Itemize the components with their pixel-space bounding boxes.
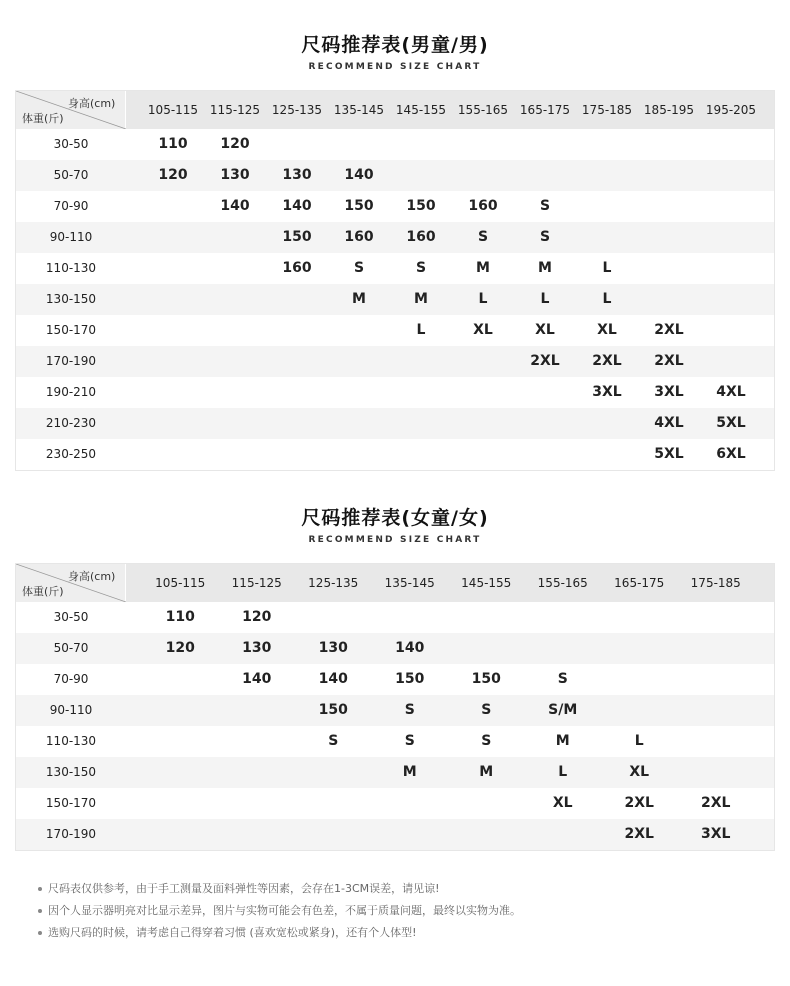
bullet-icon [38,887,42,891]
size-cell: L [416,322,426,338]
size-cell: 5XL [716,415,746,431]
size-cell: 140 [395,640,425,656]
height-label: 身高(cm) [68,570,116,583]
size-cell: L [558,764,568,780]
table-row [16,284,774,315]
size-cell: M [402,764,417,780]
height-header-cell: 155-165 [537,576,588,590]
table-row [16,602,774,633]
height-header-cell: 195-205 [705,103,757,117]
height-header-cell: 125-135 [271,103,323,117]
table-row [16,408,774,439]
bullet-icon [38,909,42,913]
height-header-cell: 145-155 [395,103,447,117]
height-header-cell: 105-115 [155,576,206,590]
table-row [16,439,774,470]
weight-cell: 70-90 [53,672,89,686]
height-header-cell: 115-125 [209,103,261,117]
table-row [16,695,774,726]
weight-cell: 210-230 [45,416,97,430]
boys-section [0,33,790,73]
table-row [16,315,774,346]
size-cell: 2XL [624,795,654,811]
weight-cell: 30-50 [53,137,89,151]
boys-corner-cell [16,91,126,129]
weight-cell: 110-130 [45,734,97,748]
height-header-cell: 165-175 [519,103,571,117]
girls-section [0,506,790,546]
size-cell: 120 [158,167,188,183]
size-cell: 110 [165,609,195,625]
size-cell: S [539,229,551,245]
size-cell: S [481,733,492,749]
size-cell: S/M [548,702,578,718]
size-cell: 5XL [654,446,684,462]
size-cell: M [414,291,428,307]
size-cell: 160 [468,198,498,214]
note-text: 选购尺码的时候，请考虑自己得穿着习惯 (喜欢宽松或紧身)，还有个人体型! [48,926,417,939]
height-header-cell: 105-115 [147,103,199,117]
size-cell: 140 [344,167,374,183]
boys-header-row [16,91,774,129]
size-cell: 130 [242,640,272,656]
size-cell: 120 [220,136,250,152]
size-cell: 120 [165,640,195,656]
weight-cell: 90-110 [49,230,93,244]
height-header-cell: 135-145 [384,576,435,590]
size-cell: 140 [318,671,348,687]
size-cell: S [477,229,489,245]
size-cell: 130 [220,167,250,183]
note-text: 因个人显示器明亮对比显示差异，图片与实物可能会有色差，不属于质量问题，最终以实物为准。 [48,904,521,917]
size-cell: XL [552,795,573,811]
height-header-cell: 125-135 [308,576,359,590]
table-row [16,633,774,664]
size-cell: S [353,260,365,276]
table-row [16,819,774,850]
size-cell: 160 [344,229,374,245]
table-row [16,346,774,377]
note-item [38,922,758,944]
size-cell: 150 [471,671,501,687]
size-cell: 150 [318,702,348,718]
weight-cell: 110-130 [45,261,97,275]
size-cell: L [634,733,644,749]
size-cell: S [415,260,427,276]
size-cell: 150 [395,671,425,687]
size-cell: 2XL [654,322,684,338]
table-row [16,222,774,253]
size-cell: S [404,702,415,718]
size-cell: 2XL [592,353,622,369]
size-cell: M [479,764,494,780]
height-header-cell: 175-185 [581,103,633,117]
height-header-cell: 115-125 [231,576,282,590]
size-cell: 150 [406,198,436,214]
weight-cell: 230-250 [45,447,97,461]
table-row [16,788,774,819]
boys-title: 尺码推荐表(男童/男) [301,34,489,56]
weight-label: 体重(斤) [22,585,64,598]
size-cell: 3XL [701,826,731,842]
size-cell: S [404,733,415,749]
size-cell: 2XL [624,826,654,842]
weight-cell: 50-70 [53,641,89,655]
table-row [16,191,774,222]
table-row [16,129,774,160]
size-cell: 140 [220,198,250,214]
size-cell: 4XL [654,415,684,431]
height-header-cell: 175-185 [690,576,741,590]
size-cell: 160 [406,229,436,245]
size-cell: XL [473,322,493,338]
size-cell: L [478,291,488,307]
table-row [16,757,774,788]
size-cell: M [555,733,570,749]
size-cell: 110 [158,136,188,152]
size-cell: L [602,260,612,276]
weight-cell: 130-150 [45,292,97,306]
size-cell: S [328,733,339,749]
size-cell: 120 [242,609,272,625]
boys-size-table [15,90,775,471]
size-cell: 3XL [654,384,684,400]
weight-cell: 70-90 [53,199,89,213]
note-item [38,900,758,922]
size-cell: 140 [242,671,272,687]
size-cell: 2XL [701,795,731,811]
table-row [16,253,774,284]
size-cell: 4XL [716,384,746,400]
size-cell: 140 [282,198,312,214]
girls-title: 尺码推荐表(女童/女) [301,507,489,529]
height-label: 身高(cm) [68,97,116,110]
size-cell: 6XL [716,446,746,462]
bullet-icon [38,931,42,935]
size-cell: S [481,702,492,718]
size-cell: 2XL [654,353,684,369]
weight-cell: 90-110 [49,703,93,717]
note-text: 尺码表仅供参考，由于手工测量及面料弹性等因素，会存在1-3CM误差，请见谅! [48,882,440,895]
table-row [16,664,774,695]
table-row [16,726,774,757]
girls-header-row [16,564,774,602]
size-cell: 130 [318,640,348,656]
height-header-cell: 165-175 [614,576,665,590]
size-cell: M [538,260,552,276]
table-row [16,160,774,191]
height-header-cell: 185-195 [643,103,695,117]
size-cell: S [539,198,551,214]
size-cell: S [557,671,568,687]
table-row [16,377,774,408]
girls-subtitle: RECOMMEND SIZE CHART [308,535,482,545]
size-cell: XL [597,322,617,338]
size-cell: L [540,291,550,307]
girls-size-table [15,563,775,851]
size-cell: 150 [282,229,312,245]
boys-subtitle: RECOMMEND SIZE CHART [308,62,482,72]
size-cell: 160 [282,260,312,276]
size-cell: XL [629,764,650,780]
height-header-cell: 155-165 [457,103,509,117]
weight-label: 体重(斤) [22,112,64,125]
weight-cell: 130-150 [45,765,97,779]
size-cell: 150 [344,198,374,214]
size-cell: L [602,291,612,307]
size-cell: 2XL [530,353,560,369]
weight-cell: 150-170 [45,796,97,810]
notes-list [38,878,758,944]
size-cell: 130 [282,167,312,183]
size-cell: M [476,260,490,276]
weight-cell: 170-190 [45,827,97,841]
weight-cell: 30-50 [53,610,89,624]
height-header-cell: 135-145 [333,103,385,117]
weight-cell: 170-190 [45,354,97,368]
size-cell: M [352,291,366,307]
weight-cell: 150-170 [45,323,97,337]
note-item [38,878,758,900]
height-header-cell: 145-155 [461,576,512,590]
size-cell: XL [535,322,555,338]
size-cell: 3XL [592,384,622,400]
weight-cell: 190-210 [45,385,97,399]
girls-corner-cell [16,564,126,602]
weight-cell: 50-70 [53,168,89,182]
